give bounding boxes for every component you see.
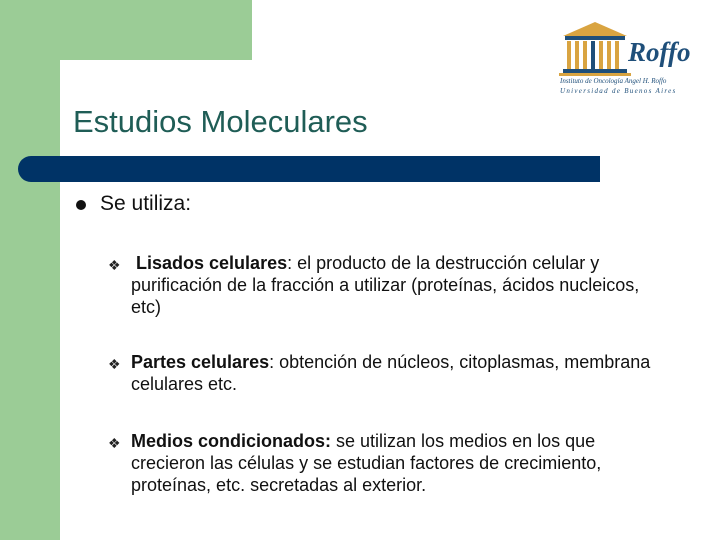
diamond-bullet-icon: ❖ [108,435,121,451]
main-bullet-text: Se utiliza: [100,192,192,215]
left-green-band [0,0,60,540]
item-description: se utilizan los medios en los que crecieron las células y se estudian factores de crecimiento, proteínas, etc. secretadas al exterior. [131,431,602,495]
item-description: : obtención de núcleos, citoplasmas, membrana celulares etc. [131,352,651,394]
list-item-text [131,430,668,496]
item-term: Lisados celulares [136,253,288,273]
logo-name: Roffo [628,37,691,67]
main-bullet-icon [76,200,86,210]
list-item-text [131,252,668,318]
diamond-bullet-icon: ❖ [108,356,121,372]
logo-institute-text: Instituto de Oncología Angel H. Roffo [560,77,667,85]
list-item-text [131,351,668,395]
slide-title: Estudios Moleculares [73,104,368,139]
title-divider-bar [18,156,600,182]
list-item [108,430,668,496]
item-description: : el producto de la destrucción celular y purificación de la fracción a utilizar (proteínas, ácidos nucleicos, etc) [131,253,640,317]
list-item [108,252,668,318]
top-green-band [0,0,252,60]
item-term: Medios condicionados: [131,431,332,451]
diamond-bullet-icon: ❖ [108,257,121,273]
item-term: Partes celulares [131,352,270,372]
list-item [108,351,668,395]
logo-university-text: Universidad de Buenos Aires [560,87,677,95]
